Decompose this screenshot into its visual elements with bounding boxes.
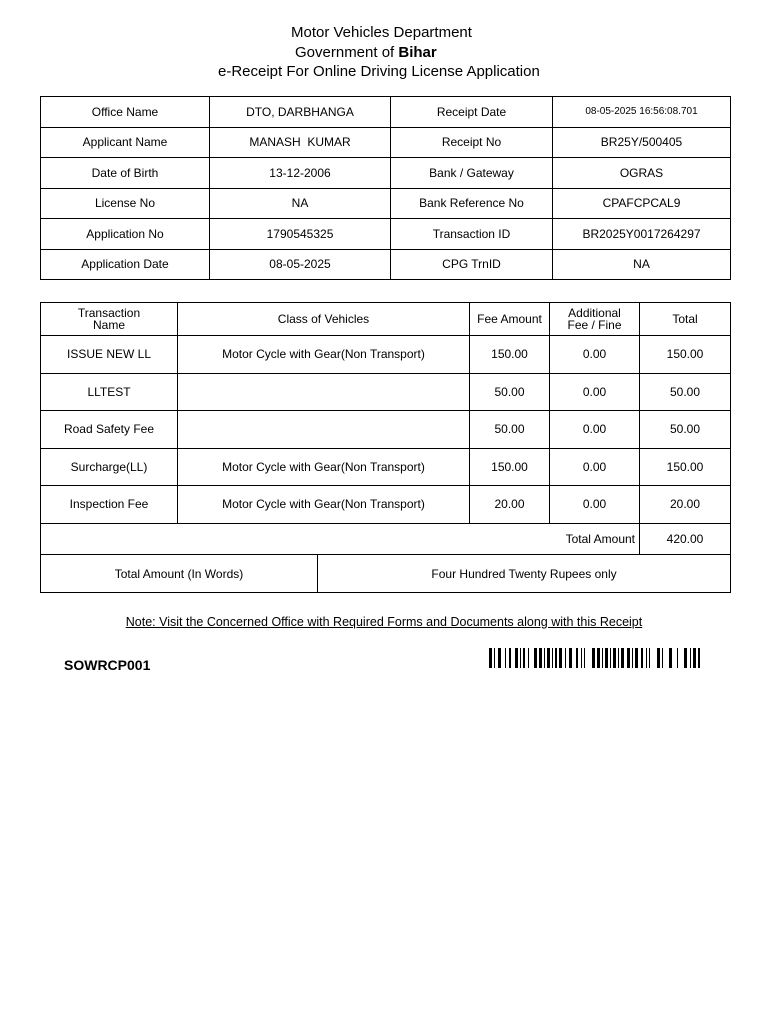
receipt-note: Note: Visit the Concerned Office with Required Forms and Documents along with this Receipt <box>125 615 643 629</box>
application-date-value: 08-05-2025 <box>210 249 391 280</box>
applicant-name-value: MANASH KUMAR <box>210 127 391 158</box>
transaction-id-label: Transaction ID <box>391 219 553 250</box>
total-amount-row <box>41 523 731 554</box>
info-row <box>41 97 731 128</box>
fee-amount: 50.00 <box>470 411 550 449</box>
transaction-name: ISSUE NEW LL <box>41 336 178 374</box>
total-amount-value: 420.00 <box>640 523 731 554</box>
application-no-value: 1790545325 <box>210 219 391 250</box>
table-row <box>41 373 731 411</box>
dob-label: Date of Birth <box>41 158 210 189</box>
bank-ref-value: CPAFCPCAL9 <box>553 188 731 219</box>
barcode <box>489 648 701 668</box>
header-transaction-name: Transaction Name <box>41 303 178 336</box>
receipt-date-label: Receipt Date <box>391 97 553 128</box>
table-row <box>41 336 731 374</box>
transaction-name: Inspection Fee <box>41 486 178 524</box>
fee-header-row <box>41 303 731 336</box>
total-words-label: Total Amount (In Words) <box>41 555 318 593</box>
header-total: Total <box>640 303 731 336</box>
row-total: 50.00 <box>640 411 731 449</box>
application-date-label: Application Date <box>41 249 210 280</box>
table-row <box>41 448 731 486</box>
row-total: 150.00 <box>640 336 731 374</box>
info-row <box>41 188 731 219</box>
receipt-no-label: Receipt No <box>391 127 553 158</box>
fee-amount: 50.00 <box>470 373 550 411</box>
total-words-value: Four Hundred Twenty Rupees only <box>318 555 731 593</box>
cpg-label: CPG TrnID <box>391 249 553 280</box>
header-class-of-vehicles: Class of Vehicles <box>178 303 470 336</box>
license-no-label: License No <box>41 188 210 219</box>
row-total: 50.00 <box>640 373 731 411</box>
additional-fee: 0.00 <box>550 373 640 411</box>
department-title: Motor Vehicles Department <box>291 24 472 41</box>
license-no-value: NA <box>210 188 391 219</box>
state-name: Bihar <box>398 44 437 61</box>
transaction-name: Road Safety Fee <box>41 411 178 449</box>
additional-fee: 0.00 <box>550 486 640 524</box>
fee-amount: 20.00 <box>470 486 550 524</box>
government-title <box>295 44 437 61</box>
fee-amount: 150.00 <box>470 448 550 486</box>
fee-amount: 150.00 <box>470 336 550 374</box>
vehicle-class <box>178 411 470 449</box>
transaction-id-value: BR2025Y0017264297 <box>553 219 731 250</box>
vehicle-class: Motor Cycle with Gear(Non Transport) <box>178 486 470 524</box>
government-prefix: Government of <box>295 44 395 61</box>
table-row <box>41 411 731 449</box>
dob-value: 13-12-2006 <box>210 158 391 189</box>
receipt-no-value: BR25Y/500405 <box>553 127 731 158</box>
bank-ref-label: Bank Reference No <box>391 188 553 219</box>
info-row <box>41 249 731 280</box>
form-code: SOWRCP001 <box>64 657 151 673</box>
bank-gateway-label: Bank / Gateway <box>391 158 553 189</box>
additional-fee: 0.00 <box>550 336 640 374</box>
vehicle-class: Motor Cycle with Gear(Non Transport) <box>178 336 470 374</box>
office-name-label: Office Name <box>41 97 210 128</box>
total-amount-label: Total Amount <box>41 523 640 554</box>
row-total: 150.00 <box>640 448 731 486</box>
receipt-title: e-Receipt For Online Driving License Application <box>218 63 540 80</box>
bank-gateway-value: OGRAS <box>553 158 731 189</box>
amount-in-words-row <box>41 555 731 593</box>
transaction-name: LLTEST <box>41 373 178 411</box>
info-row <box>41 219 731 250</box>
applicant-info-table <box>40 96 731 280</box>
barcode-bars <box>489 648 700 668</box>
row-total: 20.00 <box>640 486 731 524</box>
header-additional-fee: Additional Fee / Fine <box>550 303 640 336</box>
office-name-value: DTO, DARBHANGA <box>210 97 391 128</box>
applicant-name-label: Applicant Name <box>41 127 210 158</box>
transaction-name: Surcharge(LL) <box>41 448 178 486</box>
vehicle-class: Motor Cycle with Gear(Non Transport) <box>178 448 470 486</box>
info-row <box>41 158 731 189</box>
vehicle-class <box>178 373 470 411</box>
fee-table <box>40 302 731 555</box>
table-row <box>41 486 731 524</box>
additional-fee: 0.00 <box>550 411 640 449</box>
application-no-label: Application No <box>41 219 210 250</box>
receipt-date-value: 08-05-2025 16:56:08.701 <box>553 97 731 128</box>
header-fee-amount: Fee Amount <box>470 303 550 336</box>
cpg-value: NA <box>553 249 731 280</box>
amount-in-words-table <box>40 555 731 593</box>
info-row <box>41 127 731 158</box>
additional-fee: 0.00 <box>550 448 640 486</box>
